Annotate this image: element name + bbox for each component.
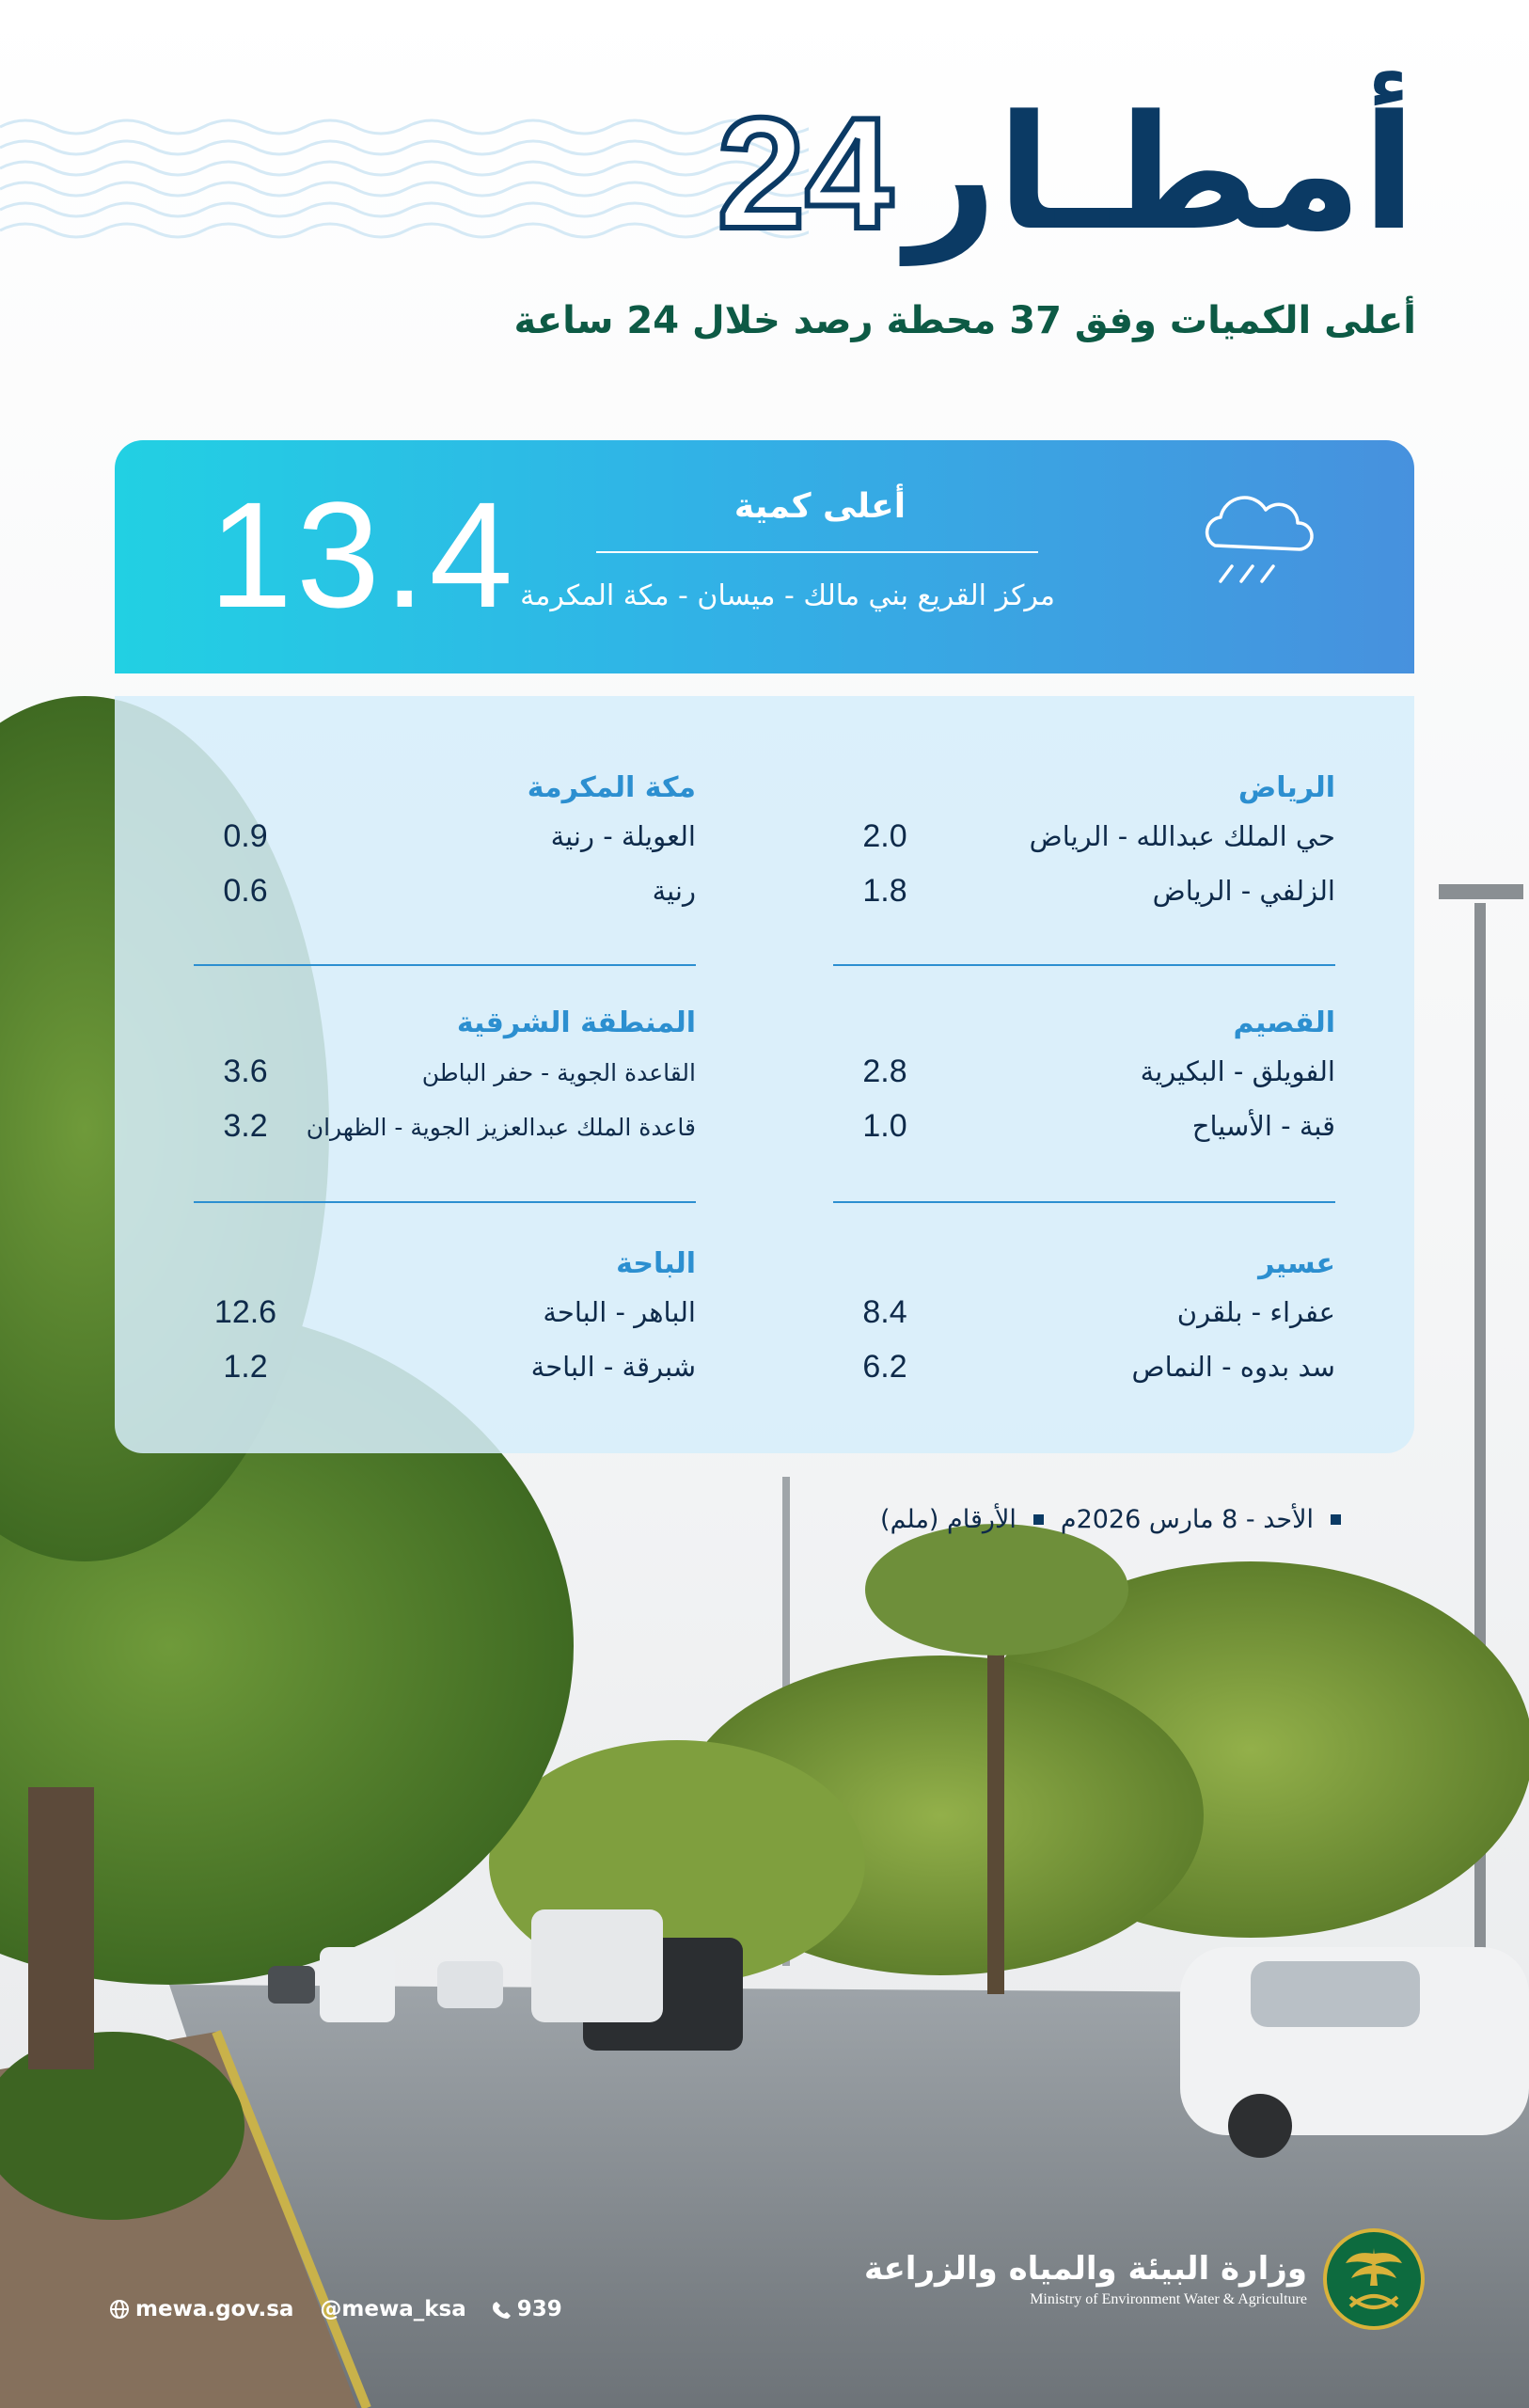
highest-amount-card <box>115 440 1414 673</box>
station-name: الباهر - الباحة <box>543 1296 696 1328</box>
bullet-icon <box>1033 1514 1044 1525</box>
region-divider <box>194 964 696 966</box>
contact-bar <box>109 2297 562 2321</box>
station-row <box>833 815 1335 869</box>
station-amount: 1.2 <box>223 1349 268 1385</box>
page-title <box>717 81 1416 265</box>
page-subtitle: أعلى الكميات وفق 37 محطة رصد خلال 24 ساعة <box>513 299 1416 342</box>
station-row <box>833 1291 1335 1345</box>
ministry-name <box>864 2250 1307 2308</box>
highest-amount-label: أعلى كمية <box>733 487 906 526</box>
ministry-name-ar: وزارة البيئة والمياه والزراعة <box>863 2250 1307 2288</box>
phone-text: 939 <box>516 2297 562 2321</box>
station-name: حي الملك عبدالله - الرياض <box>1029 820 1335 852</box>
region-divider <box>833 964 1335 966</box>
phone-icon <box>493 2300 512 2319</box>
station-row <box>833 1104 1335 1159</box>
station-amount: 6.2 <box>862 1349 907 1385</box>
wave-pattern <box>0 113 809 254</box>
region-divider <box>194 1201 696 1203</box>
ministry-name-en: Ministry of Environment Water & Agriculture <box>1030 2291 1307 2307</box>
station-amount: 1.0 <box>862 1108 907 1144</box>
region-title: الرياض <box>1237 771 1335 804</box>
title-number: 24 <box>717 85 893 261</box>
footnote <box>880 1505 1341 1534</box>
rain-cloud-icon <box>1194 487 1316 600</box>
station-name: العويلة - رنية <box>550 820 696 852</box>
highest-amount-divider <box>596 551 1038 553</box>
phone-link[interactable] <box>493 2297 562 2321</box>
station-name: رنية <box>652 875 696 907</box>
station-amount: 12.6 <box>213 1294 277 1330</box>
highest-amount-value: 13.4 <box>209 470 517 639</box>
region-riyadh <box>833 771 1335 924</box>
footnote-units: الأرقام (ملم) <box>880 1505 1017 1534</box>
station-name: شبرقة - الباحة <box>530 1351 696 1383</box>
station-row <box>833 1345 1335 1400</box>
station-row <box>194 869 696 924</box>
region-title: القصيم <box>1233 1006 1335 1039</box>
station-amount: 2.0 <box>862 818 907 854</box>
station-row <box>194 815 696 869</box>
footnote-date: الأحد - 8 مارس 2026م <box>1060 1505 1314 1534</box>
region-title: الباحة <box>616 1247 696 1280</box>
station-name: الفويلق - البكيرية <box>1140 1055 1335 1087</box>
region-makkah <box>194 771 696 924</box>
region-divider <box>833 1201 1335 1203</box>
region-title: مكة المكرمة <box>527 771 696 804</box>
bullet-icon <box>1331 1514 1341 1525</box>
region-title: عسير <box>1258 1247 1335 1280</box>
station-amount: 3.2 <box>223 1108 268 1144</box>
globe-icon <box>109 2299 130 2320</box>
station-amount: 2.8 <box>862 1054 907 1089</box>
stations-panel <box>115 696 1414 1453</box>
ministry-logo <box>864 2227 1426 2331</box>
station-name: القاعدة الجوية - حفر الباطن <box>421 1059 696 1086</box>
station-row <box>194 1104 696 1159</box>
region-al-baha <box>194 1247 696 1400</box>
region-qassim <box>833 1006 1335 1159</box>
station-amount: 1.8 <box>862 873 907 909</box>
highest-amount-location: مركز القريع بني مالك - ميسان - مكة المكرمة <box>520 579 1055 612</box>
region-eastern-province <box>194 1006 696 1159</box>
ministry-emblem-icon <box>1322 2227 1426 2331</box>
station-row <box>833 1050 1335 1104</box>
station-amount: 8.4 <box>862 1294 907 1330</box>
website-link[interactable] <box>109 2297 293 2321</box>
station-name: قاعدة الملك عبدالعزيز الجوية - الظهران <box>306 1114 696 1141</box>
station-name: عفراء - بلقرن <box>1176 1296 1335 1328</box>
station-row <box>194 1345 696 1400</box>
station-amount: 0.9 <box>223 818 268 854</box>
station-row <box>833 869 1335 924</box>
title-word: أمطـار <box>906 81 1416 265</box>
website-text: mewa.gov.sa <box>135 2297 294 2321</box>
social-handle-link[interactable] <box>320 2297 465 2321</box>
station-name: قبة - الأسياح <box>1191 1110 1335 1142</box>
station-amount: 0.6 <box>223 873 268 909</box>
region-asir <box>833 1247 1335 1400</box>
station-row <box>194 1050 696 1104</box>
station-name: الزلفي - الرياض <box>1152 875 1335 907</box>
station-row <box>194 1291 696 1345</box>
handle-text: @mewa_ksa <box>320 2297 466 2321</box>
station-name: سد بدوه - النماص <box>1131 1351 1335 1383</box>
station-amount: 3.6 <box>223 1054 268 1089</box>
region-title: المنطقة الشرقية <box>456 1006 696 1039</box>
